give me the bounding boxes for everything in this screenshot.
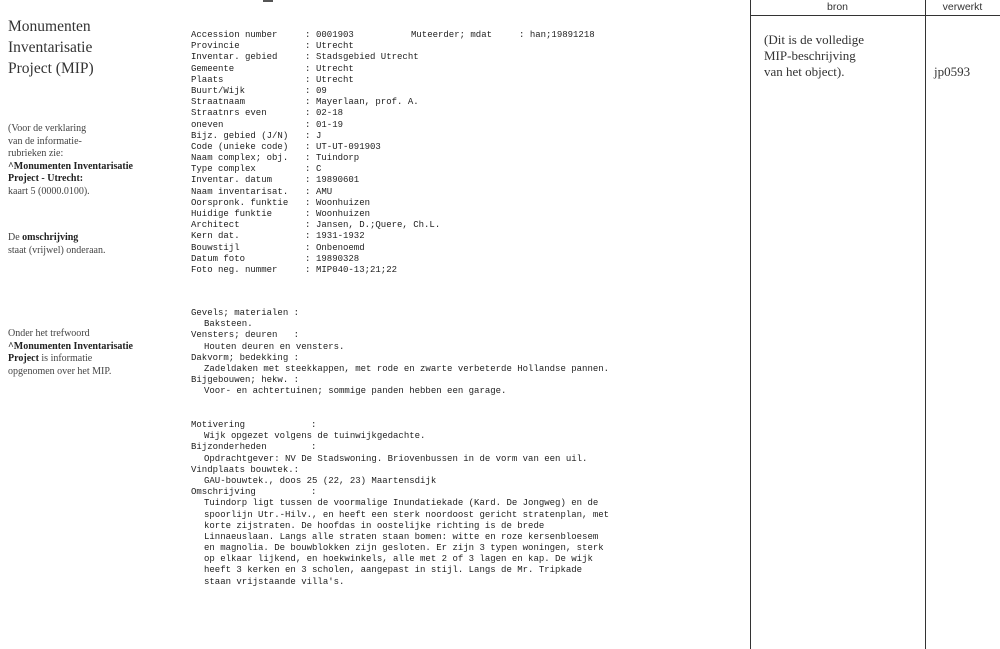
section-heading (191, 442, 609, 453)
field-value: 02-18 (316, 108, 344, 119)
field-value: 09 (316, 85, 327, 96)
field-label: Straatnrs even (191, 108, 267, 119)
section-separator: : (311, 420, 317, 430)
bron-line: MIP-beschrijving (764, 48, 856, 63)
field-separator: : (305, 30, 311, 40)
field-label: Naam complex; obj. (191, 153, 289, 164)
section-body-line: spoorlijn Utr.-Hilv., en heeft een sterk noordoost gericht stratenplan, met (204, 509, 610, 520)
field-separator: : (305, 231, 311, 242)
field-label: Naam inventarisat. (191, 186, 289, 197)
field-value: Stadsgebied Utrecht (316, 52, 419, 63)
bron-line: (Dit is de volledige (764, 32, 865, 47)
field-separator: : (305, 108, 311, 119)
section-body-line: heeft 3 kerken en 3 scholen, aangepast in stijl. Langs de Mr. Tripkade (204, 565, 583, 576)
field-value: AMU (316, 186, 333, 197)
section-heading-label: Gevels; materialen : (191, 308, 300, 318)
field-label: Datum foto (191, 253, 246, 264)
field-label: Architect (191, 220, 240, 231)
field-separator: : (305, 141, 311, 152)
note-line: Onder het trefwoord (8, 328, 90, 339)
field-label: Plaats (191, 74, 224, 85)
keyword-note (8, 328, 188, 378)
field-value: 19890601 (316, 175, 360, 186)
note-line: rubrieken zie: (8, 148, 64, 159)
note-line: kaart 5 (0000.0100). (8, 185, 90, 197)
field-value: Woonhuizen (316, 209, 371, 219)
section-body-line: Zadeldaken met steekkappen, met rode en zwarte verbeterde Hollandse pannen. (204, 363, 610, 374)
field-separator: : (305, 209, 311, 219)
field-separator: : (305, 220, 311, 231)
field-value: J (316, 130, 322, 141)
section-heading (191, 420, 609, 431)
section-heading (191, 353, 609, 364)
section-heading-label: Bijzonderheden (191, 442, 267, 453)
field-separator: : (305, 52, 311, 63)
field-value: Onbenoemd (316, 242, 365, 253)
section-body-line: Tuindorp ligt tussen de voormalige Inundatiekade (Kard. De Jongweg) en de (204, 498, 599, 509)
field-label: Kern dat. (191, 231, 240, 242)
section-heading-label: Vindplaats bouwtek.: (191, 464, 300, 475)
section-body-line: Opdrachtgever: NV De Stadswoning. Briovenbussen in de vorm van een uil. (204, 453, 588, 464)
field-label: Bijz. gebied (J/N) (191, 130, 289, 141)
section-body-line: staan vrijstaande villa's. (204, 576, 345, 587)
field-value: 01-19 (316, 119, 344, 130)
section-heading (191, 465, 609, 476)
section-heading-label: Motivering (191, 420, 246, 430)
field-value: Tuindorp (316, 153, 360, 164)
column-header-verwerkt: verwerkt (942, 1, 983, 13)
note-text: is informatie (38, 353, 93, 364)
field-label: Bouwstijl (191, 242, 240, 253)
field-value: MIP040-13;21;22 (316, 264, 398, 275)
section-body-line: Baksteen. (204, 319, 253, 330)
field-separator: : (305, 197, 311, 208)
note-line: van de informatie- (8, 135, 82, 147)
title-line: Project (MIP) (8, 60, 94, 77)
field-label: Accession number (191, 30, 278, 40)
section-heading (191, 330, 609, 341)
field-label: Code (unieke code) (191, 141, 289, 152)
field-separator: : (305, 242, 311, 253)
section-body-line: en magnolia. De bouwblokken zijn gesloten. Er zijn 3 typen woningen, sterk (204, 543, 604, 554)
field-label: Gemeente (191, 63, 235, 74)
section-body-line: op elkaar lijkend, en hoekwinkels, alle met 2 of 3 lagen en kap. De wijk (204, 554, 593, 565)
field-label: Buurt/Wijk (191, 85, 246, 96)
legend-note (8, 123, 188, 198)
field-separator: : (305, 63, 311, 74)
section-heading-label: Bijgebouwen; hekw. : (191, 375, 300, 386)
field-label: Oorspronk. funktie (191, 197, 289, 208)
field-value: Utrecht (316, 63, 354, 74)
field-label: Straatnaam (191, 97, 246, 108)
field-separator: : (305, 74, 311, 85)
title-line: Monumenten (8, 18, 91, 35)
field-value: Mayerlaan, prof. A. (316, 97, 419, 108)
note-bold-text: Project (8, 353, 39, 364)
section-heading (191, 308, 609, 319)
section-separator: : (311, 487, 317, 498)
table-border-divider (925, 0, 926, 649)
section-heading (191, 487, 609, 498)
section-body-line: korte zijstraten. De hoofdas in oostelijke richting is de brede (204, 520, 545, 531)
verwerkt-cell: jp0593 (934, 64, 971, 79)
table-header-rule (750, 15, 1000, 16)
field-separator: : (305, 97, 311, 108)
field-label: Foto neg. nummer (191, 264, 278, 275)
note-bold-text: omschrijving (22, 232, 79, 243)
note-bold-line: ^Monumenten Inventarisatie (8, 160, 133, 172)
description-section (191, 420, 609, 588)
bron-cell (764, 32, 924, 80)
section-heading-label: Omschrijving (191, 487, 256, 498)
note-text: De (8, 232, 23, 243)
field-label: Inventar. datum (191, 175, 273, 186)
scan-mark (263, 0, 273, 2)
field-value: Jansen, D.;Quere, Ch.L. (316, 220, 441, 231)
field-label: Inventar. gebied (191, 52, 278, 63)
section-body-line: Wijk opgezet volgens de tuinwijkgedachte. (204, 431, 426, 442)
section-heading-label: Dakvorm; bedekking : (191, 352, 300, 363)
field-value: 19890328 (316, 253, 360, 264)
note-bold-line: ^Monumenten Inventarisatie (8, 340, 133, 352)
field-separator: : (305, 186, 311, 197)
material-section (191, 308, 609, 398)
field-separator: : (305, 164, 311, 175)
field-extra: Muteerder; mdat : han;19891218 (411, 30, 595, 40)
note-line: (Voor de verklaring (8, 123, 87, 134)
field-label: Provincie (191, 41, 240, 52)
note-line: opgenomen over het MIP. (8, 365, 112, 377)
field-separator: : (305, 85, 311, 96)
field-label: Type complex (191, 164, 256, 175)
page-title (8, 16, 183, 79)
description-note (8, 232, 188, 257)
field-value: 1931-1932 (316, 231, 365, 242)
section-body-line: GAU-bouwtek., doos 25 (22, 23) Maartensdijk (204, 475, 437, 486)
field-separator: : (305, 175, 311, 186)
section-body-line: Houten deuren en vensters. (204, 341, 345, 352)
column-header-bron: bron (826, 1, 848, 13)
field-value: 0001903 (316, 30, 354, 40)
field-value: UT-UT-091903 (316, 141, 381, 152)
section-body-line: Linnaeuslaan. Langs alle straten staan bomen: witte en roze kersenbloesem (204, 531, 599, 542)
field-value: Woonhuizen (316, 197, 371, 208)
title-line: Inventarisatie (8, 39, 93, 56)
field-separator: : (305, 153, 311, 164)
field-separator: : (305, 130, 311, 141)
field-value: C (316, 164, 322, 175)
field-label: oneven (191, 119, 224, 130)
note-bold-line: Project - Utrecht: (8, 173, 84, 184)
field-value: Utrecht (316, 41, 354, 52)
field-separator: : (305, 253, 311, 264)
field-separator: : (305, 41, 311, 52)
field-separator: : (305, 119, 311, 130)
field-value: Utrecht (316, 74, 354, 85)
section-separator: : (311, 442, 317, 453)
note-line: staat (vrijwel) onderaan. (8, 244, 106, 256)
bron-line: van het object). (764, 64, 845, 79)
field-label: Huidige funktie (191, 209, 273, 219)
section-heading-label: Vensters; deuren : (191, 330, 300, 341)
section-body-line: Voor- en achtertuinen; sommige panden hebben een garage. (204, 386, 507, 397)
section-heading (191, 375, 609, 386)
table-border-left (750, 0, 751, 649)
field-separator: : (305, 264, 311, 275)
